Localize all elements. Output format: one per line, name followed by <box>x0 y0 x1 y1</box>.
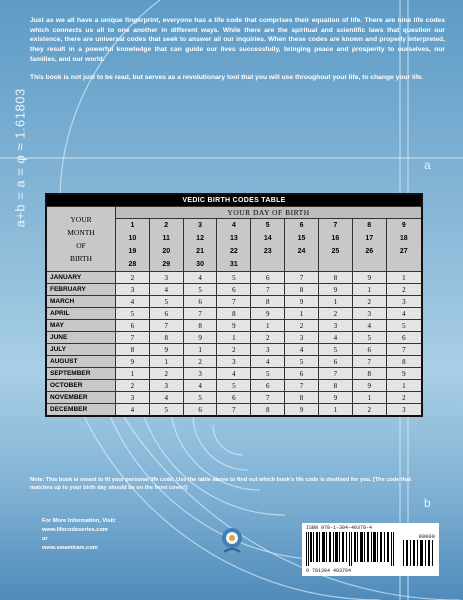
row-label-line: YOUR <box>70 215 92 224</box>
life-code-cell: 2 <box>217 344 251 356</box>
life-code-cell: 5 <box>251 368 285 380</box>
day-column-header <box>251 219 285 272</box>
life-code-cell: 3 <box>318 320 352 332</box>
life-code-cell: 1 <box>386 380 422 392</box>
table-subtitle: YOUR DAY OF BIRTH <box>116 207 423 219</box>
day-value: 6 <box>299 222 304 229</box>
day-value: 10 <box>128 235 137 242</box>
life-code-cell: 6 <box>217 284 251 296</box>
life-code-cell: 4 <box>251 356 285 368</box>
day-value <box>387 258 421 271</box>
life-code-cell: 3 <box>251 344 285 356</box>
day-column-header <box>352 219 386 272</box>
month-label: DECEMBER <box>46 404 116 417</box>
life-code-cell: 8 <box>285 392 319 404</box>
life-code-cell: 9 <box>149 344 183 356</box>
life-code-cell: 5 <box>285 356 319 368</box>
life-code-cell: 9 <box>183 332 217 344</box>
life-code-cell: 1 <box>318 404 352 417</box>
life-code-cell: 3 <box>386 404 422 417</box>
life-code-cell: 8 <box>149 332 183 344</box>
table-row <box>46 356 422 368</box>
isbn-text: ISBN 978-1-304-40370-4 <box>306 525 373 531</box>
life-code-cell: 9 <box>251 308 285 320</box>
life-code-cell: 2 <box>386 284 422 296</box>
life-code-cell: 2 <box>116 380 150 392</box>
day-value: 3 <box>198 222 203 229</box>
month-label: AUGUST <box>46 356 116 368</box>
month-label: JULY <box>46 344 116 356</box>
life-code-cell: 2 <box>386 392 422 404</box>
day-value: 9 <box>401 222 406 229</box>
golden-ratio-formula: a+b = a = φ ≈ 1.61803 <box>12 88 28 228</box>
day-value: 23 <box>263 248 272 255</box>
life-code-cell: 4 <box>116 404 150 417</box>
life-code-cell: 3 <box>116 284 150 296</box>
life-code-cell: 7 <box>183 308 217 320</box>
month-label: OCTOBER <box>46 380 116 392</box>
day-value: 13 <box>230 235 238 242</box>
life-code-cell: 5 <box>386 320 422 332</box>
day-value: 25 <box>331 248 340 255</box>
month-label: NOVEMBER <box>46 392 116 404</box>
website-link-lifecodeseries[interactable]: www.lifecodeseries.com <box>42 527 108 533</box>
life-code-cell: 1 <box>183 344 217 356</box>
website-link-swamiram[interactable]: www.swamiram.com <box>42 545 98 551</box>
publisher-logo-icon <box>219 526 245 556</box>
life-code-cell: 8 <box>318 272 352 284</box>
life-code-cell: 9 <box>352 272 386 284</box>
day-value <box>285 258 318 271</box>
life-code-cell: 2 <box>352 296 386 308</box>
life-code-cell: 7 <box>285 380 319 392</box>
life-code-cell: 8 <box>386 356 422 368</box>
table-row <box>46 404 422 417</box>
day-column-header <box>285 219 319 272</box>
intro-paragraph-2: This book is not just to be read, but serves as a revolutionary tool that you will use throughout your life, to change your life. <box>30 73 424 81</box>
life-code-cell: 1 <box>149 356 183 368</box>
day-value: 17 <box>365 235 374 242</box>
life-code-cell: 9 <box>352 380 386 392</box>
barcode-bars-icon <box>306 532 396 566</box>
life-code-cell: 9 <box>386 368 422 380</box>
day-value: 15 <box>297 235 306 242</box>
intro-text <box>30 16 445 90</box>
life-code-cell: 6 <box>318 356 352 368</box>
day-value: 26 <box>365 248 374 255</box>
table-row <box>46 320 422 332</box>
barcode-addon-bars-icon <box>403 540 435 566</box>
table-row <box>46 284 422 296</box>
life-code-cell: 7 <box>149 320 183 332</box>
row-label-header <box>46 207 116 272</box>
day-value <box>251 258 284 271</box>
life-code-cell: 1 <box>352 392 386 404</box>
day-value <box>353 258 386 271</box>
day-value: 22 <box>230 248 238 255</box>
table-row <box>46 392 422 404</box>
life-code-cell: 4 <box>318 332 352 344</box>
life-code-cell: 1 <box>251 320 285 332</box>
life-code-cell: 7 <box>251 284 285 296</box>
life-code-cell: 8 <box>285 284 319 296</box>
life-code-cell: 5 <box>217 380 251 392</box>
life-code-cell: 1 <box>352 284 386 296</box>
month-label: MARCH <box>46 296 116 308</box>
life-code-cell: 7 <box>386 344 422 356</box>
day-value: 19 <box>128 248 137 255</box>
day-column-header <box>386 219 422 272</box>
life-code-cell: 5 <box>183 392 217 404</box>
table-row <box>46 344 422 356</box>
life-code-cell: 3 <box>217 356 251 368</box>
life-code-cell: 9 <box>285 296 319 308</box>
life-code-cell: 2 <box>251 332 285 344</box>
vedic-birth-codes-table <box>45 193 423 417</box>
life-code-cell: 1 <box>285 308 319 320</box>
day-column-header <box>149 219 183 272</box>
life-code-cell: 4 <box>149 284 183 296</box>
life-code-cell: 9 <box>116 356 150 368</box>
life-code-cell: 7 <box>116 332 150 344</box>
day-value: 11 <box>162 235 170 242</box>
day-value: 14 <box>263 235 272 242</box>
info-block <box>42 517 116 553</box>
life-code-cell: 4 <box>116 296 150 308</box>
day-value: 30 <box>196 261 204 268</box>
life-code-cell: 2 <box>116 272 150 284</box>
day-value: 31 <box>230 261 238 268</box>
day-value: 16 <box>331 235 340 242</box>
life-code-cell: 6 <box>116 320 150 332</box>
table-row <box>46 296 422 308</box>
month-label: MAY <box>46 320 116 332</box>
life-code-cell: 8 <box>183 320 217 332</box>
life-code-cell: 5 <box>149 296 183 308</box>
life-code-cell: 1 <box>318 296 352 308</box>
table-row <box>46 368 422 380</box>
day-column-header <box>318 219 352 272</box>
life-code-cell: 4 <box>217 368 251 380</box>
life-code-cell: 6 <box>352 344 386 356</box>
life-code-cell: 5 <box>116 308 150 320</box>
life-code-cell: 7 <box>318 368 352 380</box>
row-label-line: OF <box>76 241 86 250</box>
life-code-cell: 8 <box>116 344 150 356</box>
life-code-cell: 7 <box>251 392 285 404</box>
life-code-cell: 3 <box>386 296 422 308</box>
life-code-cell: 9 <box>217 320 251 332</box>
life-code-cell: 3 <box>149 272 183 284</box>
life-code-cell: 6 <box>386 332 422 344</box>
month-label: APRIL <box>46 308 116 320</box>
life-code-cell: 3 <box>285 332 319 344</box>
life-code-cell: 1 <box>217 332 251 344</box>
table-title: VEDIC BIRTH CODES TABLE <box>46 194 422 207</box>
table-row <box>46 332 422 344</box>
note-text: Note: This book is meant to fit your personal life code. Use the table above to find out which book's life code is destined for you. (The code that matches up to your birth day should be on the front cover!) <box>30 477 412 491</box>
month-label: SEPTEMBER <box>46 368 116 380</box>
info-heading: For More Information, Visit: <box>42 518 117 524</box>
life-code-cell: 2 <box>285 320 319 332</box>
life-code-cell: 2 <box>183 356 217 368</box>
table-row <box>46 380 422 392</box>
info-or: or <box>42 536 48 542</box>
life-code-cell: 8 <box>217 308 251 320</box>
day-value: 12 <box>196 235 204 242</box>
day-value: 28 <box>128 261 137 268</box>
life-code-cell: 6 <box>251 272 285 284</box>
life-code-cell: 4 <box>183 272 217 284</box>
life-code-cell: 2 <box>149 368 183 380</box>
life-code-cell: 2 <box>352 404 386 417</box>
life-code-cell: 9 <box>318 392 352 404</box>
life-code-cell: 4 <box>149 392 183 404</box>
day-column-header <box>116 219 150 272</box>
life-code-cell: 4 <box>352 320 386 332</box>
day-value: 8 <box>367 222 372 229</box>
life-code-cell: 5 <box>183 284 217 296</box>
life-code-cell: 1 <box>386 272 422 284</box>
day-value: 4 <box>231 222 236 229</box>
life-code-cell: 9 <box>285 404 319 417</box>
life-code-cell: 7 <box>217 404 251 417</box>
day-value: 21 <box>196 248 204 255</box>
day-column-header <box>183 219 217 272</box>
table-row <box>46 272 422 284</box>
day-value: 18 <box>399 235 408 242</box>
day-column-header <box>217 219 251 272</box>
side-label-a: a <box>424 158 431 172</box>
life-code-cell: 3 <box>149 380 183 392</box>
life-code-cell: 6 <box>183 296 217 308</box>
side-label-b: b <box>424 496 431 510</box>
barcode-number: 9 781304 403704 <box>306 568 352 574</box>
life-code-cell: 5 <box>149 404 183 417</box>
life-code-cell: 8 <box>352 368 386 380</box>
life-code-cell: 6 <box>285 368 319 380</box>
life-code-cell: 5 <box>352 332 386 344</box>
life-code-cell: 5 <box>217 272 251 284</box>
life-code-cell: 3 <box>183 368 217 380</box>
day-value: 27 <box>399 248 408 255</box>
life-code-cell: 2 <box>318 308 352 320</box>
intro-paragraph-1: Just as we all have a unique fingerprint, everyone has a life code that comprises their equation of life. There are nine life codes which connects us all to one another in different ways. While there are the spiritual and scientific laws that question our existence, there are universal codes that seek to answer all our inquiries. When these codes are known and properly interpreted, they result in a powerful knowledge that can guide our lives successfully, bringing peace and prosperity to ourselves, our families, and our world. <box>30 17 445 63</box>
day-value <box>319 258 352 271</box>
month-rows <box>46 272 422 417</box>
life-code-cell: 6 <box>251 380 285 392</box>
month-label: FEBRUARY <box>46 284 116 296</box>
day-value: 1 <box>130 222 135 229</box>
life-code-cell: 9 <box>318 284 352 296</box>
month-label: JUNE <box>46 332 116 344</box>
table-row <box>46 308 422 320</box>
life-code-cell: 6 <box>217 392 251 404</box>
day-value: 29 <box>162 261 171 268</box>
day-value: 24 <box>297 248 306 255</box>
life-code-cell: 4 <box>183 380 217 392</box>
row-label-line: BIRTH <box>69 254 93 263</box>
life-code-cell: 5 <box>318 344 352 356</box>
barcode-price: 90000 <box>418 533 435 540</box>
life-code-cell: 1 <box>116 368 150 380</box>
row-label-line: MONTH <box>67 228 95 237</box>
life-code-cell: 8 <box>251 296 285 308</box>
month-label: JANUARY <box>46 272 116 284</box>
life-code-cell: 4 <box>386 308 422 320</box>
life-code-cell: 4 <box>285 344 319 356</box>
life-code-cell: 8 <box>251 404 285 417</box>
life-code-cell: 7 <box>285 272 319 284</box>
day-value: 5 <box>265 222 270 229</box>
life-code-cell: 3 <box>352 308 386 320</box>
life-code-cell: 8 <box>318 380 352 392</box>
life-code-cell: 7 <box>352 356 386 368</box>
day-value: 20 <box>162 248 171 255</box>
day-value: 7 <box>333 222 338 229</box>
life-code-cell: 3 <box>116 392 150 404</box>
life-code-cell: 6 <box>183 404 217 417</box>
isbn-barcode <box>302 523 439 576</box>
life-code-cell: 6 <box>149 308 183 320</box>
day-value: 2 <box>164 222 169 229</box>
life-code-cell: 7 <box>217 296 251 308</box>
